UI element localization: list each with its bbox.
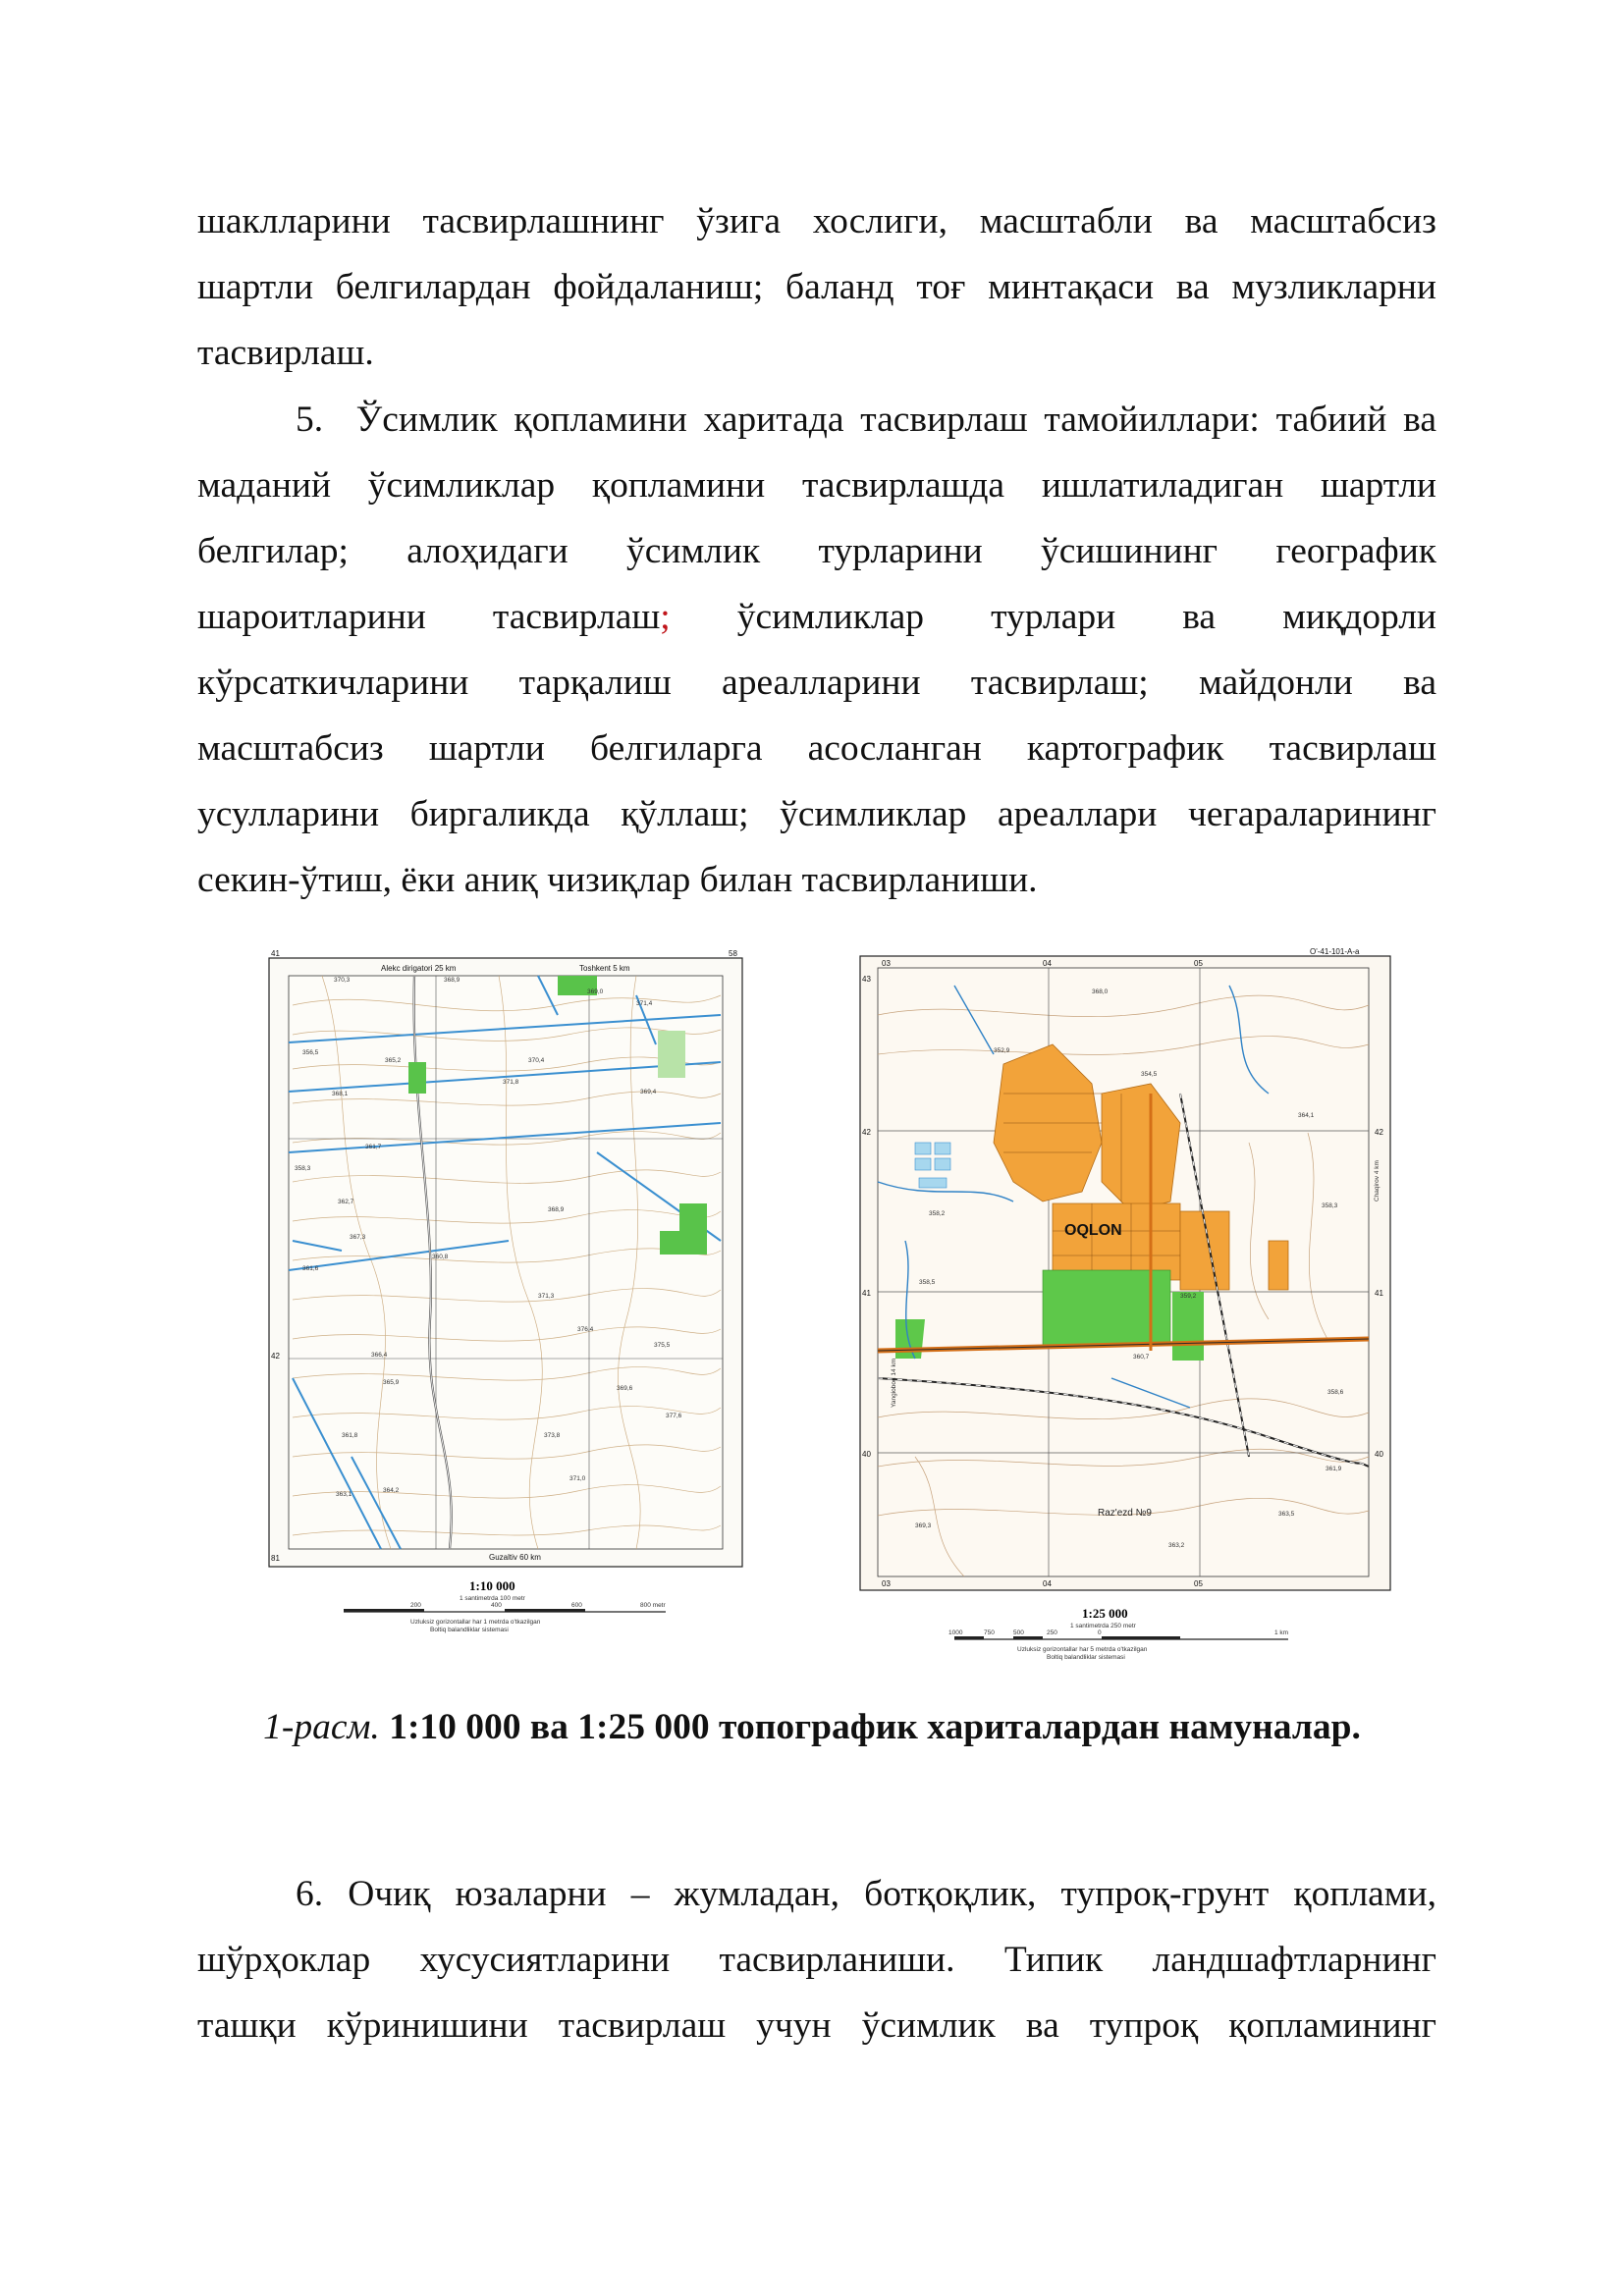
topographic-map-1-10000: [263, 946, 750, 1639]
grid-label: 42: [862, 1128, 871, 1137]
scale-footnote: Boltiq balandliklar sistemasi: [430, 1627, 509, 1633]
svg-text:364,2: 364,2: [383, 1487, 400, 1494]
scale-note: 1 santimetrda 250 metr: [1070, 1623, 1136, 1629]
text-line: усулларини биргаликда қўллаш; ўсимликлар ареаллари чегараларининг: [197, 794, 1436, 834]
svg-text:362,7: 362,7: [338, 1199, 354, 1205]
scale-footnote: Uzluksiz gorizontallar har 1 metrda o'tkazilgan: [410, 1619, 541, 1626]
text-line: 5. Ўсимлик қопламини харитада тасвирлаш тамойиллари: табиий ва: [296, 400, 1436, 440]
svg-text:371,0: 371,0: [569, 1475, 586, 1482]
road-label: Yangiobod 14 km: [891, 1358, 897, 1408]
svg-text:366,4: 366,4: [371, 1352, 388, 1359]
svg-text:360,7: 360,7: [1133, 1354, 1150, 1361]
caption-title: 1:10 000 ва 1:25 000 топографик хариталардан намуналар.: [379, 1707, 1361, 1747]
grid-label: 04: [1043, 1579, 1052, 1588]
svg-text:361,8: 361,8: [342, 1432, 358, 1439]
svg-text:361,6: 361,6: [302, 1265, 319, 1272]
svg-text:356,5: 356,5: [302, 1049, 319, 1056]
svg-text:377,6: 377,6: [666, 1413, 682, 1419]
svg-text:363,5: 363,5: [1278, 1511, 1295, 1518]
svg-text:368,0: 368,0: [1092, 988, 1109, 995]
grid-label: 41: [1375, 1289, 1383, 1298]
top-note: Alekc dirigatori 25 km: [381, 964, 457, 973]
text-line: маданий ўсимликлар қопламини тасвирлашда ишлатиладиган шартли: [197, 465, 1436, 506]
scale-tick: 250: [1047, 1629, 1057, 1636]
grid-label: 40: [862, 1450, 871, 1459]
svg-text:369,3: 369,3: [915, 1522, 932, 1529]
grid-label: 04: [1043, 959, 1052, 968]
scale-footnote: Boltiq balandliklar sistemasi: [1047, 1654, 1125, 1661]
text-fragment: шароитларини тасвирлаш: [197, 597, 661, 637]
svg-text:363,2: 363,2: [1168, 1542, 1185, 1549]
svg-text:365,9: 365,9: [383, 1379, 400, 1386]
scale-tick: 750: [984, 1629, 995, 1636]
svg-text:375,5: 375,5: [654, 1342, 671, 1349]
svg-text:361,7: 361,7: [365, 1144, 382, 1150]
corner-label: 58: [729, 949, 737, 958]
text-line: белгилар; алоҳидаги ўсимлик турларини ўсишининг географик: [197, 531, 1436, 571]
paragraph-continuation: [197, 188, 1436, 386]
svg-text:371,3: 371,3: [538, 1293, 555, 1300]
scale-tick: 600: [571, 1602, 582, 1609]
top-note: Toshkent 5 km: [579, 964, 630, 973]
svg-text:358,2: 358,2: [929, 1210, 946, 1217]
scale-tick: 0: [1098, 1629, 1102, 1636]
red-semicolon: ;: [660, 597, 671, 637]
grid-label: 05: [1194, 959, 1203, 968]
text-line: секин-ўтиш, ёки аниқ чизиқлар билан тасвирланиши.: [197, 860, 1038, 900]
grid-label: 03: [882, 1579, 891, 1588]
svg-text:367,3: 367,3: [350, 1234, 366, 1241]
svg-text:363,1: 363,1: [336, 1491, 352, 1498]
map-scale: 1:10 000: [469, 1578, 515, 1593]
paragraph-item-6: [197, 1861, 1436, 2058]
svg-text:368,9: 368,9: [548, 1206, 565, 1213]
grid-label: 05: [1194, 1579, 1203, 1588]
svg-text:361,9: 361,9: [1326, 1466, 1342, 1472]
svg-text:365,2: 365,2: [385, 1057, 402, 1064]
corner-label: 41: [271, 949, 280, 958]
svg-text:373,8: 373,8: [544, 1432, 561, 1439]
figure-caption: [0, 1706, 1624, 1748]
text-line: тасвирлаш.: [197, 333, 374, 373]
svg-text:370,4: 370,4: [528, 1057, 545, 1064]
svg-text:371,4: 371,4: [636, 1000, 653, 1007]
bottom-note: Guzaltiv 60 km: [489, 1553, 541, 1562]
svg-text:369,6: 369,6: [617, 1385, 633, 1392]
scale-tick: 800 metr: [640, 1602, 666, 1609]
svg-text:352,9: 352,9: [994, 1047, 1010, 1054]
scale-tick: 1 km: [1274, 1629, 1289, 1636]
svg-text:358,3: 358,3: [1322, 1202, 1338, 1209]
text-line: [197, 584, 1436, 650]
grid-label: 43: [862, 975, 871, 984]
svg-text:371,8: 371,8: [503, 1079, 519, 1086]
text-line: шўрҳоклар хусусиятларини тасвирланиши. Типик ландшафтларнинг: [197, 1940, 1436, 1980]
text-line: ташқи кўринишини тасвирлаш учун ўсимлик ва тупроқ қопламининг: [197, 2005, 1436, 2046]
svg-text:358,3: 358,3: [295, 1165, 311, 1172]
svg-text:354,5: 354,5: [1141, 1071, 1158, 1078]
svg-text:360,8: 360,8: [432, 1254, 449, 1260]
grid-label: 03: [882, 959, 891, 968]
text-line: масштабсиз шартли белгиларга асосланган картографик тасвирлаш: [197, 728, 1436, 769]
corner-label: 81: [271, 1554, 280, 1563]
text-line: шартли белгилардан фойдаланиш; баланд тоғ минтақаси ва музликларни: [197, 267, 1436, 307]
text-line: кўрсаткичларини тарқалиш ареалларини тасвирлаш; майдонли ва: [197, 663, 1436, 703]
road-label: Chaqirov 4 km: [1374, 1160, 1380, 1201]
corner-label: 42: [271, 1352, 280, 1361]
grid-label: 40: [1375, 1450, 1383, 1459]
svg-text:359,2: 359,2: [1180, 1293, 1197, 1300]
scale-tick: 200: [410, 1602, 421, 1609]
paragraph-item-5: [197, 387, 1436, 913]
text-line: 6. Очиқ юзаларни – жумладан, ботқоқлик, тупроқ-грунт қоплами,: [296, 1874, 1436, 1914]
grid-label: 41: [862, 1289, 871, 1298]
station-label: Raz'ezd №9: [1098, 1508, 1152, 1519]
svg-text:369,0: 369,0: [587, 988, 604, 995]
svg-text:368,1: 368,1: [332, 1091, 349, 1097]
text-fragment: ўсимликлар турлари ва миқдорли: [670, 597, 1436, 637]
caption-number: 1-расм.: [263, 1707, 380, 1747]
svg-text:358,6: 358,6: [1327, 1389, 1344, 1396]
scale-footnote: Uzluksiz gorizontallar har 5 metrda o'tkazilgan: [1017, 1646, 1148, 1653]
scale-tick: 500: [1013, 1629, 1024, 1636]
svg-text:368,9: 368,9: [444, 977, 460, 984]
scale-note: 1 santimetrda 100 metr: [460, 1595, 525, 1602]
svg-text:370,3: 370,3: [334, 977, 351, 984]
town-label: OQLON: [1064, 1222, 1122, 1239]
topographic-map-1-25000: [856, 946, 1394, 1673]
svg-text:369,4: 369,4: [640, 1089, 657, 1095]
text-line: шаклларини тасвирлашнинг ўзига хослиги, масштабли ва масштабсиз: [197, 201, 1436, 241]
scale-tick: 400: [491, 1602, 502, 1609]
sheet-label: O'-41-101-A-a: [1310, 947, 1360, 956]
svg-text:358,5: 358,5: [919, 1279, 936, 1286]
scale-tick: 1000: [948, 1629, 963, 1636]
svg-text:376,4: 376,4: [577, 1326, 594, 1333]
svg-text:364,1: 364,1: [1298, 1112, 1315, 1119]
map-scale: 1:25 000: [1082, 1606, 1128, 1621]
grid-label: 42: [1375, 1128, 1383, 1137]
